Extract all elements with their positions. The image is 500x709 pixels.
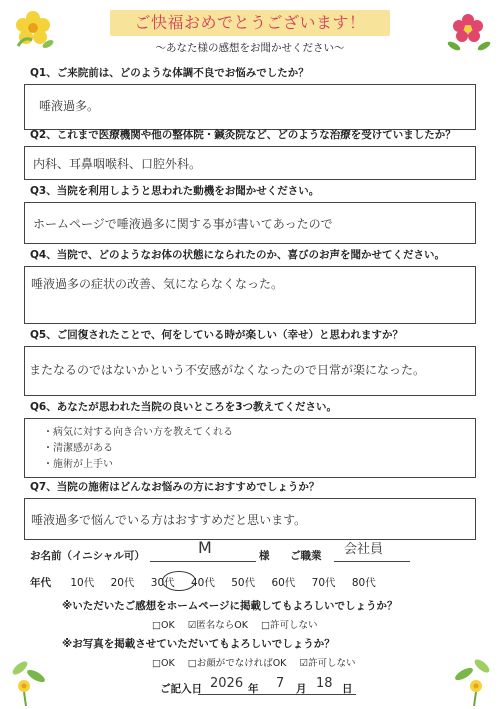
- date-year: 2026: [210, 676, 244, 691]
- page-title: ご快福おめでとうございます！: [110, 10, 390, 36]
- date-month: 7: [276, 676, 285, 691]
- date-label: ご記入日: [160, 683, 202, 695]
- date-year-unit: 年: [248, 683, 259, 695]
- page-subtitle: ～あなた様の感想をお聞かせください～: [155, 42, 345, 54]
- question-3-answer-box: [24, 202, 476, 244]
- homepage-option-ok[interactable]: □OK: [152, 620, 175, 631]
- photo-option-deny[interactable]: ☑許可しない: [299, 658, 356, 669]
- question-4-answer: 唾液過多の症状の改善、気にならなくなった。: [31, 277, 284, 291]
- name-suffix: 様: [259, 550, 270, 562]
- question-1-label: Q1、ご来院前は、どのような体調不良でお悩みでしたか？: [30, 67, 309, 79]
- occupation-label: ご職業: [290, 550, 322, 562]
- occupation-underline: [334, 561, 410, 562]
- homepage-option-anonymous[interactable]: ☑匿名ならOK: [187, 620, 248, 631]
- question-3-answer: ホームページで唾液過多に関する事が書いてあったので: [33, 217, 333, 231]
- photo-option-ok[interactable]: □OK: [152, 658, 175, 669]
- question-6-answer-1: ・病気に対する向き合い方を教えてくれる: [43, 427, 233, 438]
- age-selected-circle: [162, 571, 196, 591]
- question-5-label: Q5、ご回復されたことで、何をしている時が楽しい（幸せ）と思われますか？: [30, 329, 404, 341]
- homepage-permission-question: ※いただいたご感想をホームページに掲載してもよろしいでしょうか？: [62, 600, 398, 612]
- date-day-unit: 日: [342, 683, 353, 695]
- age-label: 年代: [30, 577, 51, 589]
- question-6-answer-box: [24, 418, 476, 478]
- question-2-answer: 内科、耳鼻咽喉科、口腔外科。: [33, 157, 202, 171]
- age-option-80[interactable]: 80代: [351, 577, 376, 589]
- date-day: 18: [316, 676, 333, 691]
- question-7-label: Q7、当院の施術はどんなお悩みの方におすすめでしょうか？: [30, 481, 320, 493]
- age-option-60[interactable]: 60代: [271, 577, 296, 589]
- question-1-answer-box: [24, 84, 476, 130]
- question-5-answer-box: [24, 346, 476, 396]
- date-underline: [198, 694, 356, 695]
- age-option-20[interactable]: 20代: [110, 577, 135, 589]
- question-7-answer-box: [24, 498, 476, 540]
- question-5-answer: またなるのではないかという不安感がなくなったので日常が楽になった。: [29, 363, 426, 377]
- date-month-unit: 月: [296, 683, 307, 695]
- age-option-40[interactable]: 40代: [191, 577, 215, 589]
- question-2-label: Q2、これまで医療機関や他の整体院・鍼灸院など、どのような治療を受けていましたか？: [30, 129, 456, 141]
- question-3-label: Q3、当院を利用しようと思われた動機をお聞かせください。: [30, 185, 320, 197]
- age-option-70[interactable]: 70代: [311, 577, 336, 589]
- bottom-right-flower-icon: [448, 652, 496, 706]
- name-value: M: [198, 538, 212, 557]
- age-option-30[interactable]: 30代: [150, 577, 175, 589]
- question-6-answer-2: ・清潔感がある: [43, 443, 113, 454]
- header: [0, 0, 500, 58]
- photo-permission-question: ※お写真を掲載させていただいてもよろしいでしょうか？: [62, 638, 335, 650]
- photo-option-no-face[interactable]: □お顔がでなければOK: [187, 658, 287, 669]
- name-underline: [150, 561, 256, 562]
- question-7-answer: 唾液過多で悩んでいる方はおすすめだと思います。: [31, 513, 307, 527]
- name-label: お名前（イニシャル可）: [30, 550, 145, 562]
- question-6-answer-3: ・施術が上手い: [43, 459, 113, 470]
- homepage-option-deny[interactable]: □許可しない: [260, 620, 318, 631]
- age-option-10[interactable]: 10代: [70, 577, 95, 589]
- question-4-label: Q4、当院で、どのようなお体の状態になられたのか、喜びのお声を聞かせてください。: [30, 249, 446, 261]
- question-4-answer-box: [24, 266, 476, 324]
- occupation-value: 会社員: [344, 542, 384, 557]
- homepage-permission-options: [152, 617, 327, 631]
- age-option-50[interactable]: 50代: [231, 577, 256, 589]
- age-row: [30, 575, 389, 590]
- bottom-left-flower-icon: [6, 654, 52, 706]
- photo-permission-options: [152, 655, 365, 669]
- question-1-answer: 唾液過多。: [39, 99, 100, 113]
- question-2-answer-box: [24, 146, 476, 180]
- question-6-label: Q6、あなたが思われた当院の良いところを3つ教えてください。: [30, 401, 338, 413]
